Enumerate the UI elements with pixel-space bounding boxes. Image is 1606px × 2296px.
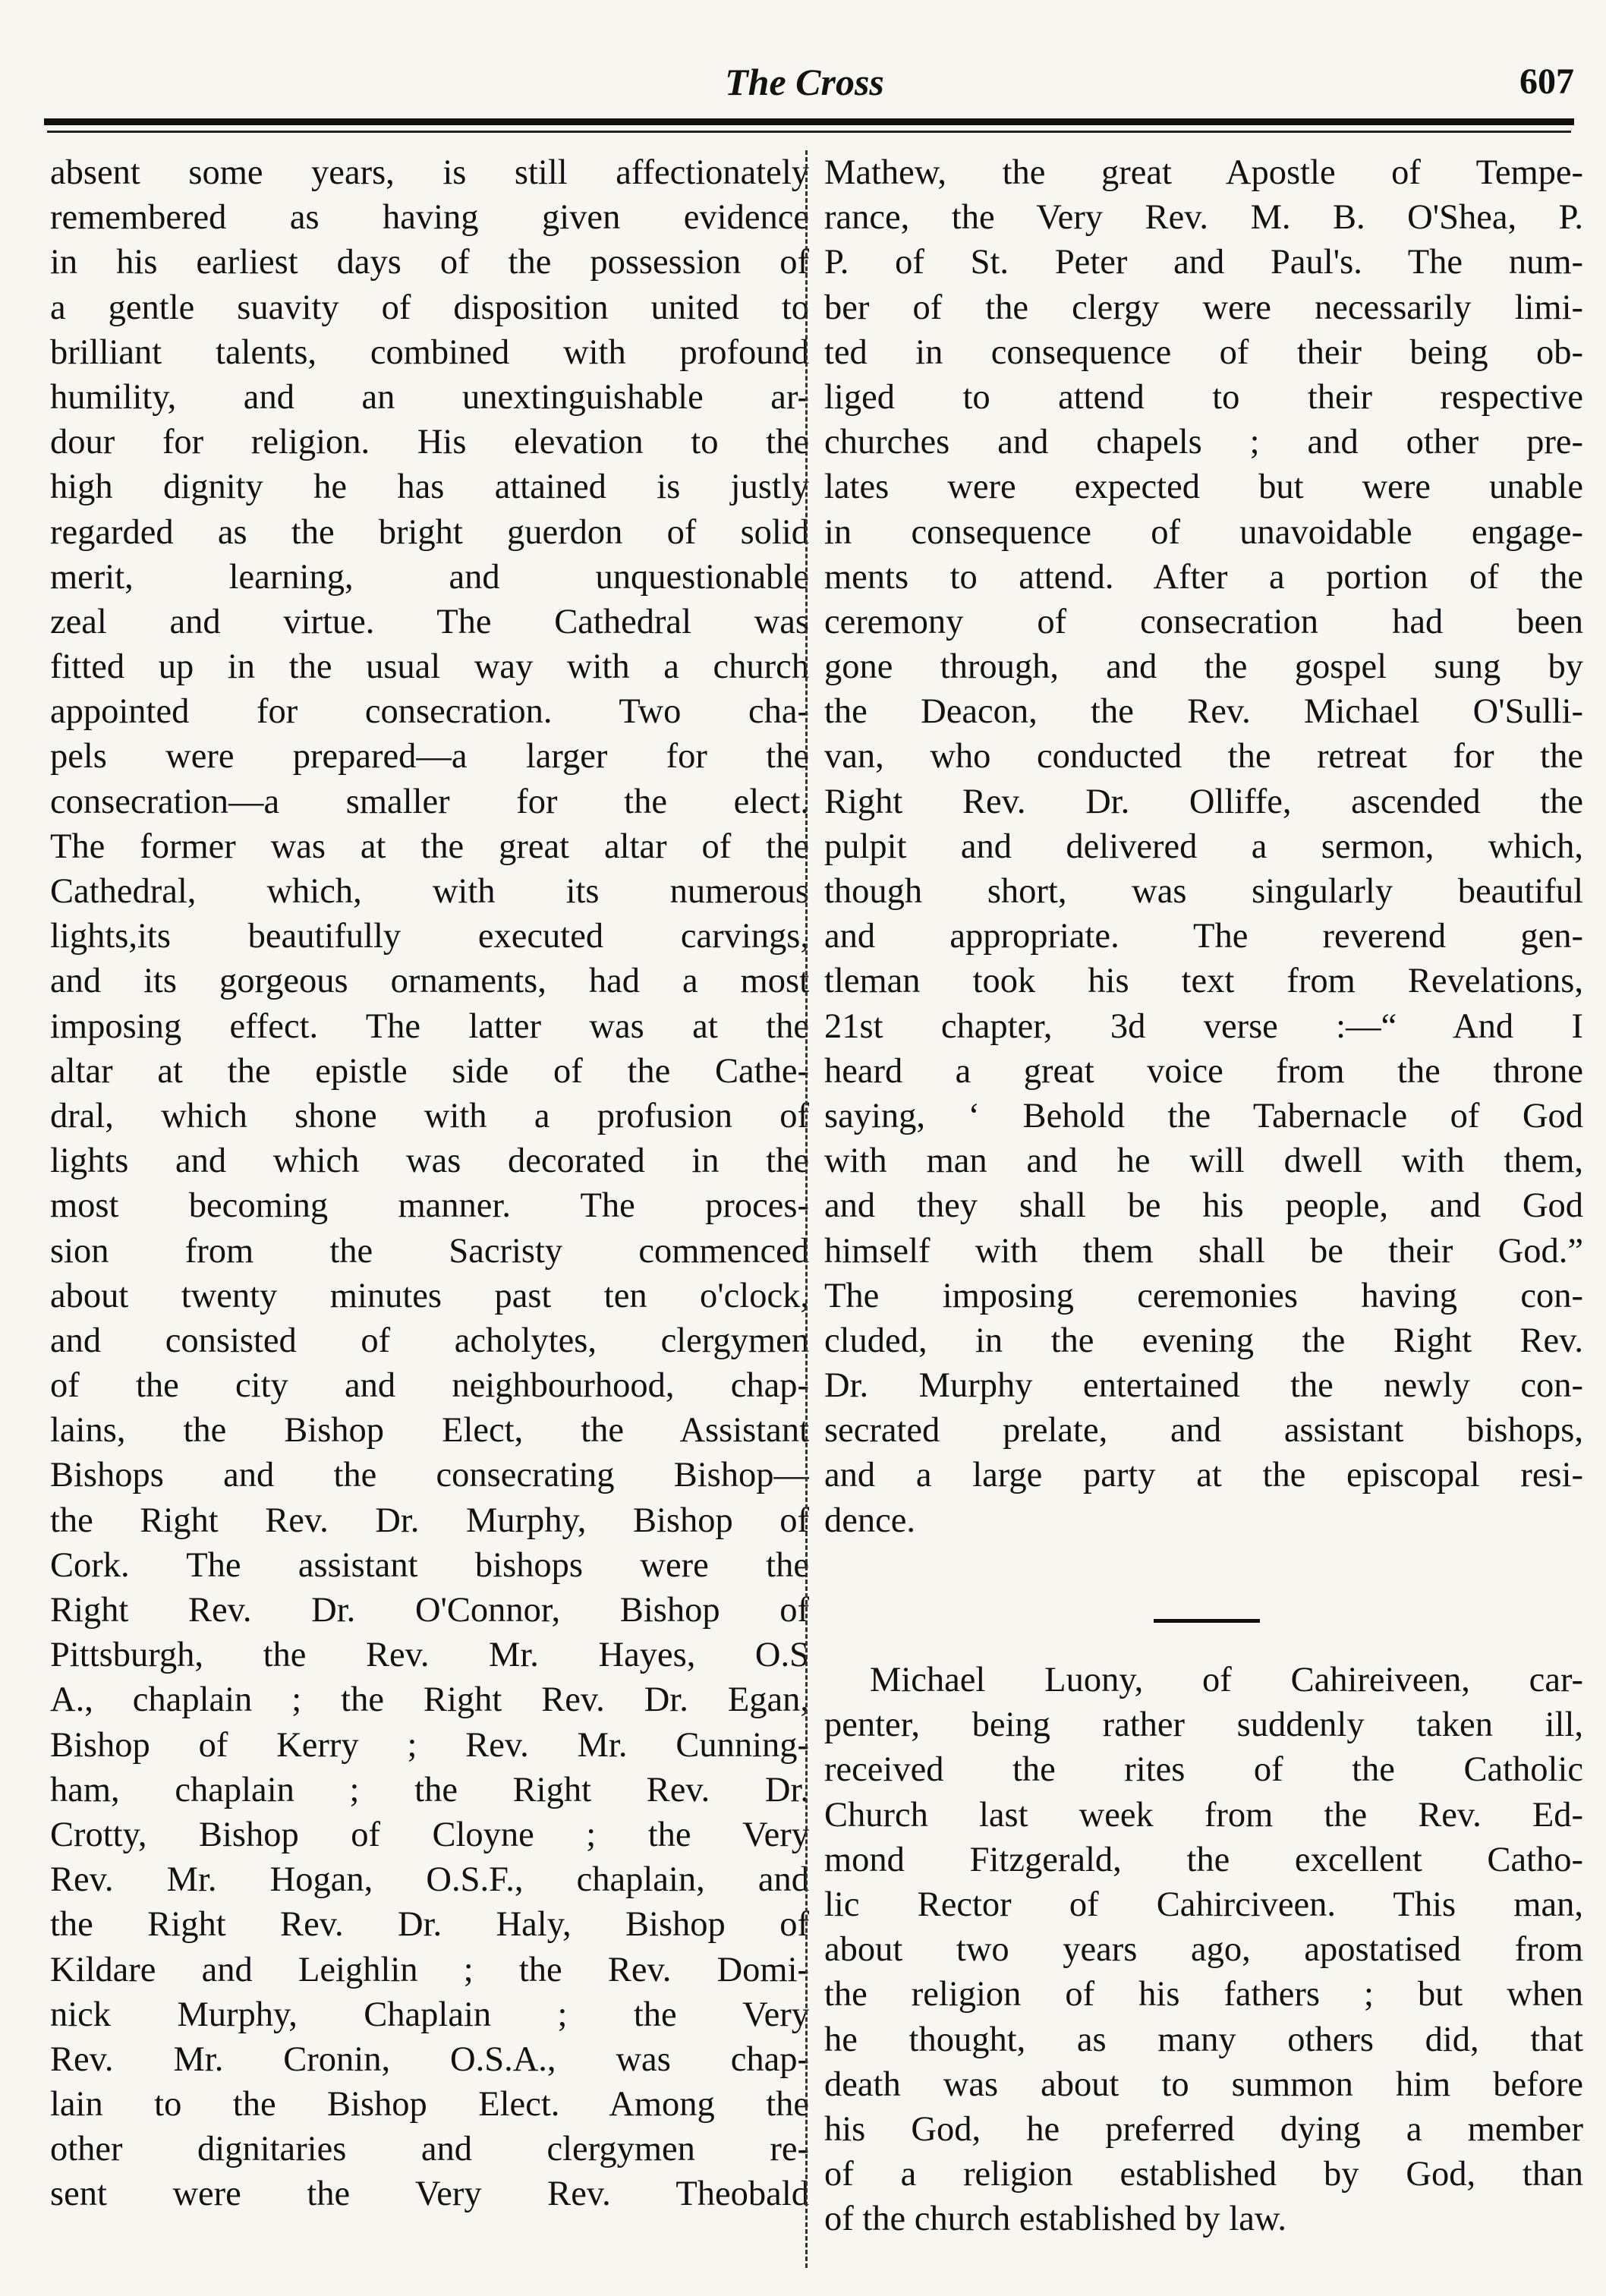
left-column-line: and consisted of acholytes, clergymen [50,1321,809,1360]
news-item-line: of the church established by law. [824,2200,1287,2239]
news-item-line: lic Rector of Cahirciveen. This man, [824,1885,1583,1924]
right-column-line: secrated prelate, and assistant bishops, [824,1411,1583,1450]
left-column-line: regarded as the bright guerdon of solid [50,512,809,552]
right-column-line: in consequence of unavoidable engage- [824,512,1583,552]
right-column-line: liged to attend to their respective [824,377,1583,417]
left-column-line: lights and which was decorated in the [50,1142,809,1181]
left-column-line: the Right Rev. Dr. Haly, Bishop of [50,1905,809,1945]
right-column-line: heard a great voice from the throne [824,1051,1583,1091]
left-column-line: of the city and neighbourhood, chap- [50,1366,809,1406]
left-column-line: lains, the Bishop Elect, the Assistant [50,1411,809,1450]
left-column-line: lights,its beautifully executed carvings, [50,917,809,956]
left-column-line: nick Murphy, Chaplain ; the Very [50,1995,809,2034]
right-column-line: 21st chapter, 3d verse :—“ And I [824,1006,1583,1046]
left-column-line: The former was at the great altar of the [50,827,809,866]
right-column-line: lates were expected but were unable [824,468,1583,507]
right-column-line: pulpit and delivered a sermon, which, [824,827,1583,866]
column-divider [805,150,808,2268]
right-column-line: ber of the clergy were necessarily limi- [824,288,1583,327]
left-column-line: most becoming manner. The proces- [50,1186,809,1226]
right-column-line: and appropriate. The reverend gen- [824,917,1583,956]
left-column-line: Pittsburgh, the Rev. Mr. Hayes, O.S [50,1636,809,1675]
left-column-line: ham, chaplain ; the Right Rev. Dr. [50,1770,809,1809]
right-column-line: himself with them shall be their God.” [824,1231,1583,1271]
right-column-line: dence. [824,1501,916,1540]
header-rule-thick [44,118,1574,125]
news-item-line: penter, being rather suddenly taken ill, [824,1705,1583,1745]
right-column-line: gone through, and the gospel sung by [824,647,1583,687]
left-column-line: dour for religion. His elevation to the [50,423,809,462]
left-column-line: humility, and an unextinguishable ar- [50,377,809,417]
right-column-line: tleman took his text from Revelations, [824,962,1583,1001]
left-column-line: altar at the epistle side of the Cathe- [50,1051,809,1091]
right-column-line: churches and chapels ; and other pre- [824,423,1583,462]
right-column-line: ceremony of consecration had been [824,602,1583,641]
right-column-line: Dr. Murphy entertained the newly con- [824,1366,1583,1406]
left-column-line: Cathedral, which, with its numerous [50,872,809,911]
right-column-line: with man and he will dwell with them, [824,1142,1583,1181]
left-column-line: high dignity he has attained is justly [50,468,809,507]
article-separator [1154,1619,1260,1623]
left-column-line: appointed for consecration. Two cha- [50,692,809,732]
news-item-line: his God, he preferred dying a member [824,2109,1583,2149]
page-number: 607 [1519,61,1574,102]
left-column-line: remembered as having given evidence [50,198,809,238]
news-item-line: he thought, as many others did, that [824,2020,1583,2059]
news-item-line: received the rites of the Catholic [824,1750,1583,1790]
right-column-line: and they shall be his people, and God [824,1186,1583,1226]
left-column-line: A., chaplain ; the Right Rev. Dr. Egan, [50,1680,809,1720]
left-column-line: dral, which shone with a profusion of [50,1096,809,1135]
left-column-line: sent were the Very Rev. Theobald [50,2175,809,2214]
header-rule-thin [47,131,1571,133]
right-column-line: saying, ‘ Behold the Tabernacle of God [824,1096,1583,1135]
left-column-line: imposing effect. The latter was at the [50,1006,809,1046]
news-item-paragraph [824,1658,1583,2241]
journal-title: The Cross [725,61,884,103]
right-column-line: though short, was singularly beautiful [824,872,1583,911]
left-column-line: absent some years, is still affectionately [50,153,809,192]
left-column-line: about twenty minutes past ten o'clock, [50,1276,809,1315]
left-column-line: Bishops and the consecrating Bishop— [50,1456,809,1495]
right-column-line: Right Rev. Dr. Olliffe, ascended the [824,782,1583,821]
right-column-line: The imposing ceremonies having con- [824,1276,1583,1315]
news-item-line: about two years ago, apostatised from [824,1930,1583,1970]
left-column-line: Rev. Mr. Hogan, O.S.F., chaplain, and [50,1860,809,1900]
left-column-line: the Right Rev. Dr. Murphy, Bishop of [50,1501,809,1540]
right-column-line: cluded, in the evening the Right Rev. [824,1321,1583,1360]
running-head [0,59,1606,112]
left-column-line: Crotty, Bishop of Cloyne ; the Very [50,1815,809,1854]
news-item-line: mond Fitzgerald, the excellent Catho- [824,1840,1583,1879]
news-item-line: Church last week from the Rev. Ed- [824,1795,1583,1835]
left-column-line: a gentle suavity of disposition united to [50,288,809,327]
right-column-line: ments to attend. After a portion of the [824,557,1583,597]
left-column-line: sion from the Sacristy commenced [50,1231,809,1271]
right-column-line: P. of St. Peter and Paul's. The num- [824,243,1583,282]
right-column-line: Mathew, the great Apostle of Tempe- [824,153,1583,192]
right-column [824,150,1583,1543]
left-column-line: Rev. Mr. Cronin, O.S.A., was chap- [50,2039,809,2079]
left-column-line: pels were prepared—a larger for the [50,737,809,776]
left-column-line: Bishop of Kerry ; Rev. Mr. Cunning- [50,1725,809,1765]
left-column-line: Kildare and Leighlin ; the Rev. Domi- [50,1950,809,1989]
left-column-line: fitted up in the usual way with a church [50,647,809,687]
right-column-line: the Deacon, the Rev. Michael O'Sulli- [824,692,1583,732]
left-column-line: in his earliest days of the possession of [50,243,809,282]
left-column-line: lain to the Bishop Elect. Among the [50,2085,809,2124]
news-item-line: Michael Luony, of Cahireiveen, car- [870,1661,1583,1699]
left-column-line: Cork. The assistant bishops were the [50,1545,809,1585]
news-item-line: the religion of his fathers ; but when [824,1975,1583,2014]
news-item-line: death was about to summon him before [824,2065,1583,2104]
left-column-line: merit, learning, and unquestionable [50,557,809,597]
left-column [50,150,809,2217]
left-column-line: brilliant talents, combined with profound [50,332,809,372]
right-column-line: rance, the Very Rev. M. B. O'Shea, P. [824,198,1583,238]
left-column-line: and its gorgeous ornaments, had a most [50,962,809,1001]
right-column-line: and a large party at the episcopal resi- [824,1456,1583,1495]
news-item-line: of a religion established by God, than [824,2155,1583,2194]
left-column-line: other dignitaries and clergymen re- [50,2130,809,2169]
right-column-line: ted in consequence of their being ob- [824,332,1583,372]
left-column-line: Right Rev. Dr. O'Connor, Bishop of [50,1591,809,1630]
right-column-line: van, who conducted the retreat for the [824,737,1583,776]
left-column-line: zeal and virtue. The Cathedral was [50,602,809,641]
left-column-line: consecration—a smaller for the elect. [50,782,809,821]
